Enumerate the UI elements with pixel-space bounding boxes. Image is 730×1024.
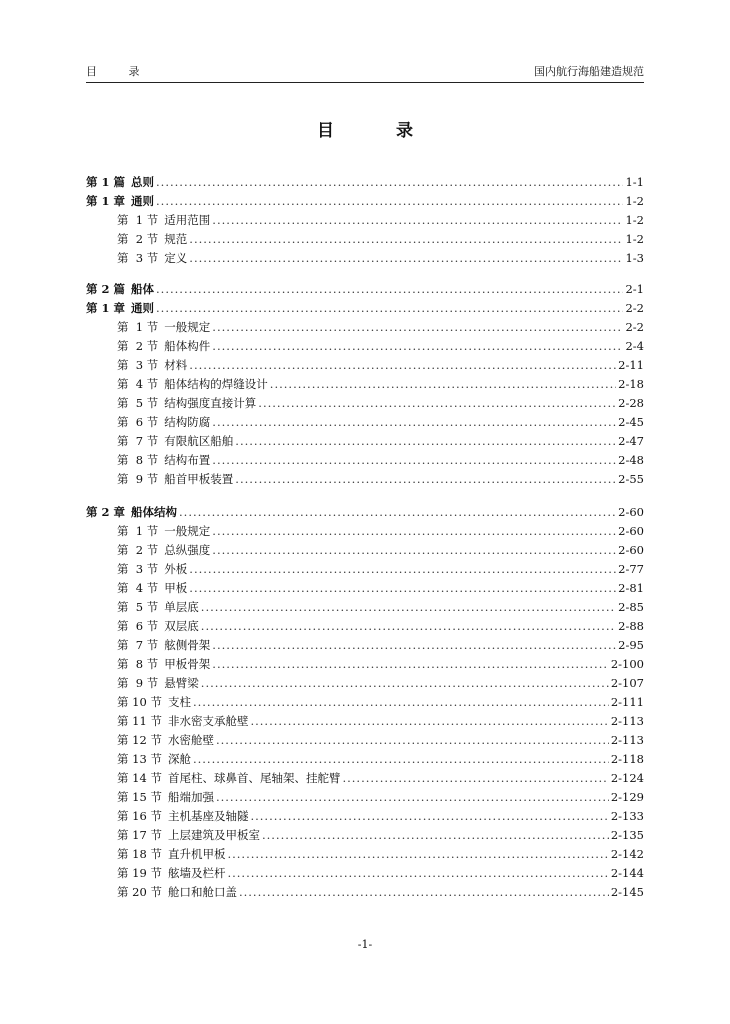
toc-entry-title: 双层底 <box>164 619 199 633</box>
toc-section-entry[interactable] <box>86 731 644 750</box>
toc-section-entry[interactable] <box>86 883 644 902</box>
toc-entry-title: 结构强度直接计算 <box>164 396 257 410</box>
toc-entry-number: 第 8 节 <box>117 453 159 467</box>
toc-entry-number: 第 3 节 <box>117 358 159 372</box>
toc-entry-page: 2-11 <box>618 358 644 372</box>
toc-entry-title: 舷墙及栏杆 <box>167 866 226 880</box>
toc-entry-title: 定义 <box>164 251 188 265</box>
toc-section-entry[interactable] <box>86 211 644 230</box>
toc-entry-title: 直升机甲板 <box>167 847 226 861</box>
toc-section-entry[interactable] <box>86 337 644 356</box>
toc-entry-number: 第 1 章 <box>86 194 126 208</box>
toc-entry-page: 2-81 <box>618 581 644 595</box>
toc-section-entry[interactable] <box>86 451 644 470</box>
toc-leader-dots <box>189 230 623 249</box>
toc-entry-page: 2-135 <box>610 828 644 842</box>
toc-entry-title: 深舱 <box>167 752 191 766</box>
toc-entry-title: 上层建筑及甲板室 <box>167 828 260 842</box>
toc-entry-number: 第 2 篇 <box>86 282 126 296</box>
toc-entry-number: 第 9 节 <box>117 676 159 690</box>
toc-leader-dots <box>235 470 616 489</box>
toc-entry-title: 舷侧骨架 <box>164 638 211 652</box>
toc-leader-dots <box>189 356 616 375</box>
toc-entry-title: 首尾柱、球鼻首、尾轴架、挂舵臂 <box>167 771 341 785</box>
toc-section-entry[interactable] <box>86 579 644 598</box>
toc-entry-page: 2-28 <box>618 396 644 410</box>
toc-section-entry[interactable] <box>86 769 644 788</box>
page-header <box>86 62 644 83</box>
toc-entry-page: 2-2 <box>625 320 644 334</box>
toc-entry-page: 2-1 <box>625 282 644 296</box>
toc-section-entry[interactable] <box>86 864 644 883</box>
toc-section-entry[interactable] <box>86 826 644 845</box>
toc-section-entry[interactable] <box>86 712 644 731</box>
toc-leader-dots <box>212 337 623 356</box>
toc-entry-page: 2-48 <box>618 453 644 467</box>
toc-entry-number: 第 7 节 <box>117 638 159 652</box>
toc-entry-title: 总纵强度 <box>164 543 211 557</box>
toc-leader-dots <box>212 318 623 337</box>
toc-entry-number: 第 3 节 <box>117 251 159 265</box>
toc-leader-dots <box>342 769 608 788</box>
toc-entry-page: 2-100 <box>610 657 644 671</box>
toc-entry-number: 第 1 节 <box>117 213 159 227</box>
toc-entry-title: 规范 <box>164 232 188 246</box>
toc-entry-number: 第 13 节 <box>117 752 162 766</box>
toc-entry-number: 第 15 节 <box>117 790 162 804</box>
toc-entry-page: 2-95 <box>618 638 644 652</box>
toc-entry-page: 1-2 <box>625 232 644 246</box>
toc-section-entry[interactable] <box>86 230 644 249</box>
toc-section-entry[interactable] <box>86 394 644 413</box>
toc-entry-number: 第 6 节 <box>117 415 159 429</box>
toc-entry-title: 船体构件 <box>164 339 211 353</box>
toc-entry-page: 2-107 <box>610 676 644 690</box>
toc-entry-title: 结构防腐 <box>164 415 211 429</box>
toc-section-entry[interactable] <box>86 432 644 451</box>
toc-section-entry[interactable] <box>86 318 644 337</box>
toc-leader-dots <box>235 432 616 451</box>
toc-section-entry[interactable] <box>86 674 644 693</box>
toc-leader-dots <box>250 712 608 731</box>
toc-entry-title: 甲板 <box>164 581 188 595</box>
toc-entry-number: 第 2 章 <box>86 505 126 519</box>
toc-entry-page: 1-2 <box>625 194 644 208</box>
toc-entry-number: 第 2 节 <box>117 232 159 246</box>
toc-entry-number: 第 5 节 <box>117 396 159 410</box>
toc-entry-page: 2-113 <box>610 714 644 728</box>
toc-entry-title: 船体结构 <box>131 505 178 519</box>
toc-entry-title: 总则 <box>131 175 155 189</box>
toc-entry-page: 1-3 <box>625 251 644 265</box>
toc-entry-page: 2-77 <box>618 562 644 576</box>
toc-entry-page: 2-118 <box>610 752 644 766</box>
toc-leader-dots <box>212 636 616 655</box>
toc-section-entry[interactable] <box>86 693 644 712</box>
toc-section-entry[interactable] <box>86 413 644 432</box>
page-number: -1- <box>357 938 373 951</box>
toc-entry-number: 第 19 节 <box>117 866 162 880</box>
toc-entry-page: 2-2 <box>625 301 644 315</box>
toc-entry-page: 2-124 <box>610 771 644 785</box>
toc-section-entry[interactable] <box>86 375 644 394</box>
toc-leader-dots <box>239 883 609 902</box>
toc-entry-title: 通则 <box>131 194 155 208</box>
toc-entry-title: 外板 <box>164 562 188 576</box>
toc-entry-page: 2-45 <box>618 415 644 429</box>
toc-entry-page: 2-60 <box>618 505 644 519</box>
toc-leader-dots <box>258 394 616 413</box>
toc-entry-page: 2-4 <box>625 339 644 353</box>
toc-entry-title: 有限航区船舶 <box>164 434 234 448</box>
toc-entry-number: 第 1 节 <box>117 320 159 334</box>
toc-entry-number: 第 1 节 <box>117 524 159 538</box>
toc-leader-dots <box>179 503 616 522</box>
toc-entry-title: 船体 <box>131 282 155 296</box>
toc-entry-page: 2-60 <box>618 524 644 538</box>
toc-entry-number: 第 20 节 <box>117 885 162 899</box>
toc-section-entry[interactable] <box>86 845 644 864</box>
toc-leader-dots <box>201 598 616 617</box>
toc-entry-number: 第 17 节 <box>117 828 162 842</box>
toc-entry-title: 船体结构的焊缝设计 <box>164 377 268 391</box>
toc-part-entry[interactable] <box>86 503 644 522</box>
toc-entry-title: 一般规定 <box>164 320 211 334</box>
toc-section-entry[interactable] <box>86 655 644 674</box>
toc-leader-dots <box>156 280 623 299</box>
toc-entry-page: 2-88 <box>618 619 644 633</box>
toc-section-entry[interactable] <box>86 470 644 489</box>
toc-leader-dots <box>156 173 623 192</box>
toc-leader-dots <box>250 807 608 826</box>
toc-entry-page: 2-145 <box>610 885 644 899</box>
toc-leader-dots <box>189 560 616 579</box>
toc-entry-number: 第 5 节 <box>117 600 159 614</box>
toc-entry-number: 第 18 节 <box>117 847 162 861</box>
toc-leader-dots <box>189 579 616 598</box>
toc-entry-number: 第 11 节 <box>117 714 162 728</box>
toc-leader-dots <box>212 211 623 230</box>
toc-entry-number: 第 3 节 <box>117 562 159 576</box>
toc-entry-title: 一般规定 <box>164 524 211 538</box>
toc-part-entry[interactable] <box>86 192 644 211</box>
toc-entry-number: 第 2 节 <box>117 543 159 557</box>
toc-leader-dots <box>193 693 609 712</box>
toc-entry-number: 第 1 章 <box>86 301 126 315</box>
toc-entry-page: 2-47 <box>618 434 644 448</box>
toc-entry-page: 2-133 <box>610 809 644 823</box>
header-document-title: 国内航行海船建造规范 <box>534 65 644 78</box>
toc-section-entry[interactable] <box>86 750 644 769</box>
toc-entry-page: 2-60 <box>618 543 644 557</box>
toc-entry-page: 2-142 <box>610 847 644 861</box>
toc-leader-dots <box>270 375 616 394</box>
toc-section-entry[interactable] <box>86 522 644 541</box>
toc-entry-title: 甲板骨架 <box>164 657 211 671</box>
toc-entry-page: 2-144 <box>610 866 644 880</box>
toc-entry-title: 船端加强 <box>167 790 214 804</box>
toc-entry-page: 2-129 <box>610 790 644 804</box>
toc-entry-page: 2-18 <box>618 377 644 391</box>
toc-entry-number: 第 6 节 <box>117 619 159 633</box>
toc-leader-dots <box>212 655 609 674</box>
toc-entry-title: 悬臂梁 <box>164 676 199 690</box>
page-title: 目 录 <box>317 121 441 141</box>
toc-entry-title: 非水密支承舱壁 <box>167 714 249 728</box>
toc-entry-number: 第 8 节 <box>117 657 159 671</box>
toc-entry-title: 船首甲板装置 <box>164 472 234 486</box>
toc-part-entry[interactable] <box>86 280 644 299</box>
toc-section-entry[interactable] <box>86 560 644 579</box>
header-section-label: 目 录 <box>86 65 154 78</box>
toc-leader-dots <box>156 299 623 318</box>
toc-entry-title: 支柱 <box>167 695 191 709</box>
toc-section-entry[interactable] <box>86 788 644 807</box>
toc-entry-page: 1-2 <box>625 213 644 227</box>
toc-leader-dots <box>201 617 616 636</box>
toc-entry-number: 第 2 节 <box>117 339 159 353</box>
toc-leader-dots <box>227 864 608 883</box>
toc-section-entry[interactable] <box>86 807 644 826</box>
toc-entry-number: 第 14 节 <box>117 771 162 785</box>
toc-entry-page: 2-113 <box>610 733 644 747</box>
toc-entry-page: 2-55 <box>618 472 644 486</box>
toc-leader-dots <box>189 249 623 268</box>
toc-entry-title: 通则 <box>131 301 155 315</box>
toc-entry-number: 第 1 篇 <box>86 175 126 189</box>
toc-entry-title: 材料 <box>164 358 188 372</box>
toc-entry-title: 主机基座及轴隧 <box>167 809 249 823</box>
toc-leader-dots <box>201 674 609 693</box>
toc-entry-number: 第 10 节 <box>117 695 162 709</box>
toc-entry-number: 第 16 节 <box>117 809 162 823</box>
toc-entry-title: 结构布置 <box>164 453 211 467</box>
toc-part-entry[interactable] <box>86 173 644 192</box>
toc-leader-dots <box>156 192 623 211</box>
toc-leader-dots <box>227 845 608 864</box>
toc-leader-dots <box>212 541 616 560</box>
toc-entry-number: 第 7 节 <box>117 434 159 448</box>
toc-entry-page: 1-1 <box>625 175 644 189</box>
toc-section-entry[interactable] <box>86 598 644 617</box>
toc-leader-dots <box>216 788 609 807</box>
toc-entry-number: 第 9 节 <box>117 472 159 486</box>
toc-entry-title: 适用范围 <box>164 213 211 227</box>
toc-leader-dots <box>212 522 616 541</box>
toc-leader-dots <box>193 750 609 769</box>
toc-section-entry[interactable] <box>86 636 644 655</box>
toc-entry-title: 舱口和舱口盖 <box>167 885 237 899</box>
toc-entry-number: 第 12 节 <box>117 733 162 747</box>
toc-entry-page: 2-85 <box>618 600 644 614</box>
toc-leader-dots <box>212 413 616 432</box>
toc-leader-dots <box>212 451 616 470</box>
toc-entry-title: 水密舱壁 <box>167 733 214 747</box>
toc-entry-title: 单层底 <box>164 600 199 614</box>
toc-section-entry[interactable] <box>86 356 644 375</box>
toc-leader-dots <box>216 731 609 750</box>
toc-entry-page: 2-111 <box>610 695 644 709</box>
toc-part-entry[interactable] <box>86 299 644 318</box>
toc-entry-number: 第 4 节 <box>117 377 159 391</box>
toc-section-entry[interactable] <box>86 541 644 560</box>
toc-entry-number: 第 4 节 <box>117 581 159 595</box>
toc-leader-dots <box>262 826 609 845</box>
toc-section-entry[interactable] <box>86 249 644 268</box>
toc-section-entry[interactable] <box>86 617 644 636</box>
table-of-contents <box>86 173 644 902</box>
